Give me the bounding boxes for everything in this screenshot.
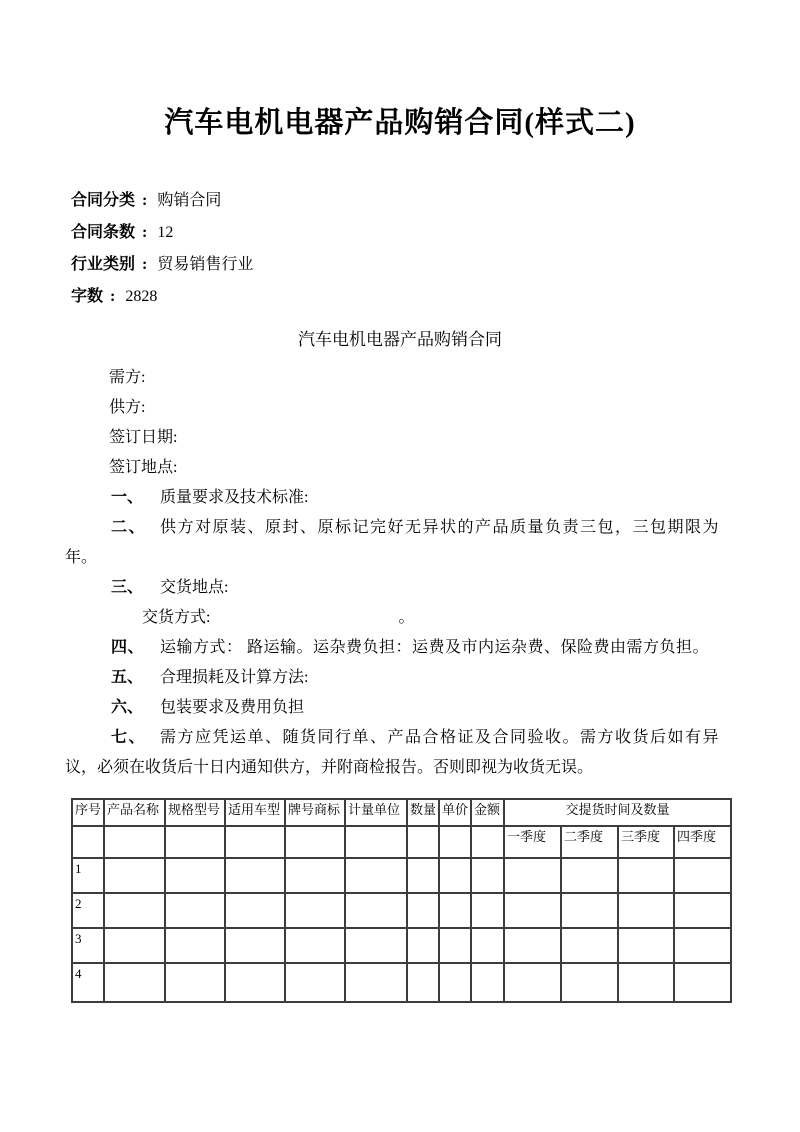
empty-cell <box>439 858 471 893</box>
item-number: 六、 <box>111 699 144 716</box>
contract-subtitle: 汽车电机电器产品购销合同 <box>298 330 502 349</box>
meta-value: 贸易销售行业 <box>157 256 254 273</box>
empty-cell <box>104 928 165 963</box>
empty-cell <box>471 858 504 893</box>
meta-colon: : <box>110 288 116 305</box>
meta-value: 购销合同 <box>157 192 222 209</box>
table-header-row <box>72 799 731 826</box>
item-number: 四、 <box>111 639 145 656</box>
empty-cell <box>561 893 618 928</box>
empty-cell <box>285 928 345 963</box>
item-number: 五、 <box>111 669 144 686</box>
empty-cell <box>165 963 225 1002</box>
contract-body <box>65 363 745 783</box>
meta-label: 字数 <box>71 288 104 305</box>
body-line-item-7 <box>65 723 745 753</box>
meta-value: 12 <box>157 224 174 241</box>
empty-cell <box>104 826 165 858</box>
empty-cell <box>345 928 407 963</box>
empty-cell <box>104 963 165 1002</box>
meta-colon: : <box>142 256 148 273</box>
row-number-cell: 1 <box>72 858 104 893</box>
empty-cell <box>225 858 285 893</box>
empty-cell <box>407 893 439 928</box>
empty-cell <box>561 963 618 1002</box>
header-cell-spec: 规格型号 <box>165 799 225 826</box>
row-number-cell: 2 <box>72 893 104 928</box>
table-subheader-row <box>72 826 731 858</box>
empty-cell <box>225 893 285 928</box>
header-cell-seq: 序号 <box>72 799 104 826</box>
header-cell-price: 单价 <box>439 799 471 826</box>
empty-cell <box>674 963 731 1002</box>
empty-cell <box>72 826 104 858</box>
empty-cell <box>345 858 407 893</box>
empty-cell <box>407 826 439 858</box>
document-title: 汽车电机电器产品购销合同(样式二) <box>164 107 636 139</box>
empty-cell <box>471 963 504 1002</box>
empty-cell <box>225 928 285 963</box>
table-row <box>72 893 731 928</box>
body-line-item-2-continuation: 年。 <box>65 549 98 566</box>
empty-cell <box>165 858 225 893</box>
empty-cell <box>104 893 165 928</box>
quarter-header-q2: 二季度 <box>561 826 618 858</box>
body-line-buyer: 需方: <box>109 369 146 386</box>
item-text: 合理损耗及计算方法: <box>160 669 309 686</box>
empty-cell <box>471 826 504 858</box>
item-text: 质量要求及技术标准: <box>160 489 309 506</box>
meta-colon: : <box>142 192 148 209</box>
item-number: 二、 <box>111 519 147 536</box>
meta-colon: : <box>142 224 148 241</box>
row-number-cell: 3 <box>72 928 104 963</box>
empty-cell <box>618 963 674 1002</box>
empty-cell <box>225 963 285 1002</box>
empty-cell <box>165 893 225 928</box>
empty-cell <box>504 858 561 893</box>
empty-cell <box>439 893 471 928</box>
meta-label: 行业类别 <box>71 256 136 273</box>
quarter-header-q4: 四季度 <box>674 826 731 858</box>
body-line-item-3 <box>65 573 745 603</box>
body-line-item-5 <box>65 663 745 693</box>
empty-cell <box>104 858 165 893</box>
body-line-item-1 <box>65 483 745 513</box>
item-text: 交货地点: <box>160 579 229 596</box>
body-line-item-4 <box>65 633 745 663</box>
header-cell-unit: 计量单位 <box>345 799 407 826</box>
empty-cell <box>471 893 504 928</box>
empty-cell <box>561 858 618 893</box>
empty-cell <box>439 928 471 963</box>
empty-cell <box>674 893 731 928</box>
item-text: 运输方式： 路运输。运杂费负担：运费及市内运杂费、保险费由需方负担。 <box>160 639 710 656</box>
row-number-cell: 4 <box>72 963 104 1002</box>
body-line-sign-place: 签订地点: <box>109 459 178 476</box>
empty-cell <box>345 893 407 928</box>
trailing-period: 。 <box>398 609 415 626</box>
quarter-header-q3: 三季度 <box>618 826 674 858</box>
empty-cell <box>618 893 674 928</box>
empty-cell <box>407 963 439 1002</box>
empty-cell <box>225 826 285 858</box>
meta-row-wordcount <box>71 281 800 313</box>
empty-cell <box>504 963 561 1002</box>
empty-cell <box>285 826 345 858</box>
quarter-header-q1: 一季度 <box>504 826 561 858</box>
meta-row-industry <box>71 249 800 281</box>
header-cell-qty: 数量 <box>407 799 439 826</box>
header-cell-vehicle: 适用车型 <box>225 799 285 826</box>
empty-cell <box>471 928 504 963</box>
meta-label: 合同分类 <box>71 192 136 209</box>
empty-cell <box>504 893 561 928</box>
empty-cell <box>165 928 225 963</box>
empty-cell <box>674 928 731 963</box>
table-row <box>72 963 731 1002</box>
header-cell-delivery-group: 交提货时间及数量 <box>504 799 731 826</box>
item-number: 一、 <box>111 489 144 506</box>
empty-cell <box>439 826 471 858</box>
item-text: 供方对原装、原封、原标记完好无异状的产品质量负责三包，三包期限为 <box>160 519 721 536</box>
item-number: 七、 <box>111 729 147 746</box>
empty-cell <box>561 928 618 963</box>
table-row <box>72 858 731 893</box>
empty-cell <box>439 963 471 1002</box>
header-cell-brand: 牌号商标 <box>285 799 345 826</box>
empty-cell <box>407 928 439 963</box>
field-label: 交货方式: <box>142 609 211 626</box>
header-cell-product: 产品名称 <box>104 799 165 826</box>
empty-cell <box>165 826 225 858</box>
meta-row-clauses <box>71 217 800 249</box>
empty-cell <box>345 826 407 858</box>
meta-value: 2828 <box>125 288 158 305</box>
empty-cell <box>618 858 674 893</box>
meta-row-category <box>71 185 800 217</box>
meta-block <box>71 185 800 313</box>
empty-cell <box>345 963 407 1002</box>
products-table <box>71 798 732 1003</box>
header-cell-amount: 金额 <box>471 799 504 826</box>
empty-cell <box>674 858 731 893</box>
item-number: 三、 <box>111 579 144 596</box>
empty-cell <box>285 963 345 1002</box>
empty-cell <box>407 858 439 893</box>
item-text: 需方应凭运单、随货同行单、产品合格证及合同验收。需方收货后如有异 <box>160 729 721 746</box>
table-row <box>72 928 731 963</box>
empty-cell <box>285 858 345 893</box>
body-line-item-2 <box>65 513 745 543</box>
body-line-item-7-continuation: 议，必须在收货后十日内通知供方，并附商检报告。否则即视为收货无误。 <box>65 759 594 776</box>
empty-cell <box>618 928 674 963</box>
body-line-delivery-method <box>65 603 745 633</box>
body-line-item-6 <box>65 693 745 723</box>
meta-label: 合同条数 <box>71 224 136 241</box>
empty-cell <box>285 893 345 928</box>
empty-cell <box>504 928 561 963</box>
item-text: 包装要求及费用负担 <box>160 699 305 716</box>
body-line-sign-date: 签订日期: <box>109 429 178 446</box>
body-line-supplier: 供方: <box>109 399 146 416</box>
